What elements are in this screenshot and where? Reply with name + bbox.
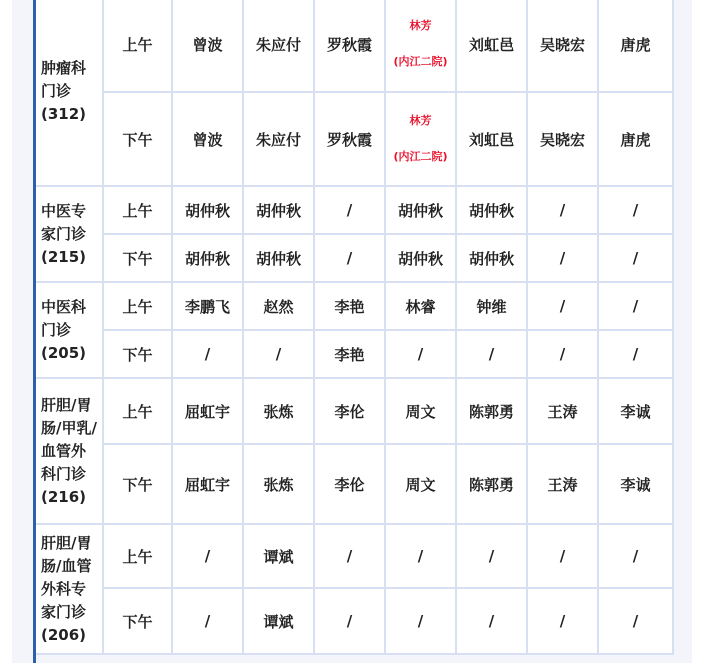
- period-label: 上午: [103, 0, 172, 92]
- doctor-cell: /: [527, 524, 598, 588]
- doctor-cell: 吴晓宏: [527, 92, 598, 186]
- doctor-cell: 李诚: [598, 378, 673, 444]
- period-label: 下午: [103, 330, 172, 378]
- doctor-cell: 朱应付: [243, 92, 314, 186]
- doctor-cell: 罗秋霞: [314, 0, 385, 92]
- doctor-cell: 李艳: [314, 282, 385, 330]
- department-name: 肝胆/胃肠/血管外科专家门诊(206): [34, 524, 103, 654]
- doctor-cell: /: [385, 524, 456, 588]
- table-row: [34, 444, 673, 524]
- doctor-cell: /: [598, 186, 673, 234]
- doctor-cell: /: [314, 524, 385, 588]
- doctor-cell: 李鹏飞: [172, 282, 243, 330]
- doctor-cell: 胡仲秋: [456, 186, 527, 234]
- doctor-cell: /: [598, 282, 673, 330]
- table-row: [34, 0, 673, 92]
- doctor-cell: 朱应付: [243, 0, 314, 92]
- doctor-cell: /: [527, 282, 598, 330]
- doctor-cell: 刘虹邑: [456, 92, 527, 186]
- period-label: 上午: [103, 282, 172, 330]
- doctor-cell: 林芳 (内江二院): [385, 0, 456, 92]
- doctor-cell: 谭斌: [243, 524, 314, 588]
- doctor-cell: 罗秋霞: [314, 92, 385, 186]
- schedule-table: [33, 0, 674, 655]
- doctor-cell: 李伦: [314, 444, 385, 524]
- doctor-cell: /: [456, 588, 527, 654]
- table-row: [34, 92, 673, 186]
- doctor-cell: 陈郭勇: [456, 378, 527, 444]
- table-row: [34, 378, 673, 444]
- doctor-cell: /: [598, 588, 673, 654]
- doctor-cell: 李伦: [314, 378, 385, 444]
- doctor-cell: 屈虹宇: [172, 378, 243, 444]
- department-name: 肝胆/胃肠/甲乳/血管外科门诊(216): [34, 378, 103, 524]
- doctor-cell: /: [385, 330, 456, 378]
- doctor-cell: 胡仲秋: [243, 234, 314, 282]
- doctor-cell: 钟维: [456, 282, 527, 330]
- doctor-cell: 李诚: [598, 444, 673, 524]
- department-name: 中医专家门诊(215): [34, 186, 103, 282]
- doctor-cell: /: [598, 330, 673, 378]
- doctor-cell: 曾波: [172, 0, 243, 92]
- table-row: [34, 186, 673, 234]
- period-label: 下午: [103, 234, 172, 282]
- doctor-cell: /: [314, 186, 385, 234]
- table-row: [34, 524, 673, 588]
- doctor-cell: 胡仲秋: [385, 234, 456, 282]
- doctor-cell: /: [385, 588, 456, 654]
- doctor-cell: 林睿: [385, 282, 456, 330]
- doctor-cell: 王涛: [527, 378, 598, 444]
- period-label: 下午: [103, 588, 172, 654]
- doctor-cell: /: [456, 330, 527, 378]
- doctor-cell: 周文: [385, 444, 456, 524]
- doctor-cell: 谭斌: [243, 588, 314, 654]
- doctor-cell: 周文: [385, 378, 456, 444]
- doctor-cell: 胡仲秋: [456, 234, 527, 282]
- doctor-cell: /: [598, 234, 673, 282]
- doctor-cell: /: [527, 186, 598, 234]
- doctor-cell: /: [314, 588, 385, 654]
- table-row: [34, 588, 673, 654]
- doctor-cell: 屈虹宇: [172, 444, 243, 524]
- period-label: 上午: [103, 524, 172, 588]
- doctor-cell: /: [598, 524, 673, 588]
- period-label: 上午: [103, 186, 172, 234]
- doctor-cell: 唐虎: [598, 92, 673, 186]
- doctor-cell: 林芳 (内江二院): [385, 92, 456, 186]
- doctor-cell: /: [527, 234, 598, 282]
- doctor-cell: /: [314, 234, 385, 282]
- doctor-cell: 胡仲秋: [172, 234, 243, 282]
- period-label: 下午: [103, 444, 172, 524]
- doctor-cell: /: [527, 330, 598, 378]
- department-name: 肿瘤科门诊(312): [34, 0, 103, 186]
- doctor-cell: /: [527, 588, 598, 654]
- table-row: [34, 282, 673, 330]
- doctor-cell: 张炼: [243, 444, 314, 524]
- table-row: [34, 330, 673, 378]
- doctor-cell: 刘虹邑: [456, 0, 527, 92]
- doctor-cell: 胡仲秋: [243, 186, 314, 234]
- department-name: 中医科门诊(205): [34, 282, 103, 378]
- doctor-cell: 曾波: [172, 92, 243, 186]
- doctor-cell: /: [172, 330, 243, 378]
- doctor-cell: /: [172, 588, 243, 654]
- period-label: 下午: [103, 92, 172, 186]
- doctor-cell: /: [456, 524, 527, 588]
- doctor-cell: /: [172, 524, 243, 588]
- doctor-cell: 赵然: [243, 282, 314, 330]
- doctor-cell: 陈郭勇: [456, 444, 527, 524]
- doctor-cell: /: [243, 330, 314, 378]
- table-row: [34, 234, 673, 282]
- table-left-border: [33, 0, 36, 663]
- doctor-cell: 王涛: [527, 444, 598, 524]
- doctor-cell: 胡仲秋: [172, 186, 243, 234]
- period-label: 上午: [103, 378, 172, 444]
- doctor-cell: 胡仲秋: [385, 186, 456, 234]
- doctor-cell: 张炼: [243, 378, 314, 444]
- doctor-cell: 唐虎: [598, 0, 673, 92]
- doctor-cell: 吴晓宏: [527, 0, 598, 92]
- doctor-cell: 李艳: [314, 330, 385, 378]
